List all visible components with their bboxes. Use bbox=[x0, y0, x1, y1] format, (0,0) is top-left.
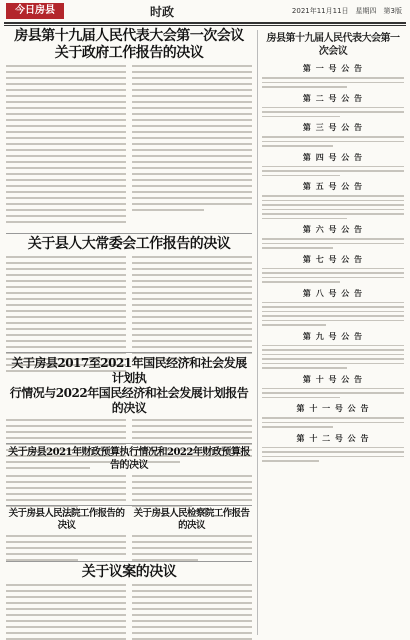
masthead bbox=[0, 0, 410, 22]
article-headline: 关于县人大常委会工作报告的决议 bbox=[27, 236, 231, 252]
article-body bbox=[6, 584, 252, 640]
notice-heading: 第 一 号 公 告 bbox=[302, 64, 364, 73]
notice-11 bbox=[262, 403, 404, 428]
notice-heading: 第 十 一 号 公 告 bbox=[296, 404, 370, 413]
notice-heading: 第 二 号 公 告 bbox=[302, 93, 364, 103]
notices-title: 房县第十九届人民代表大会第一次会议 bbox=[266, 33, 400, 57]
notices-column bbox=[262, 32, 404, 465]
article-motions bbox=[6, 564, 252, 640]
text-column bbox=[6, 584, 126, 640]
notice-6 bbox=[262, 224, 404, 249]
notice-heading: 第 五 号 公 告 bbox=[302, 182, 364, 191]
article-standing-committee-report bbox=[6, 236, 252, 366]
newspaper-logo: 今日房县 bbox=[6, 3, 64, 19]
section-divider bbox=[6, 443, 252, 444]
notice-heading: 第 四 号 公 告 bbox=[302, 152, 364, 162]
text-column bbox=[132, 584, 252, 640]
article-body bbox=[6, 65, 252, 237]
article-court-procuratorate-reports bbox=[6, 508, 252, 569]
notice-heading: 第 九 号 公 告 bbox=[302, 331, 364, 341]
column-divider bbox=[257, 30, 258, 635]
article-headline: 关于房县人民法院工作报告的决议 bbox=[8, 508, 125, 531]
notice-heading: 第 三 号 公 告 bbox=[302, 123, 364, 132]
notice-heading: 第 十 号 公 告 bbox=[302, 374, 364, 384]
article-body bbox=[6, 256, 252, 366]
notice-heading: 第 六 号 公 告 bbox=[302, 225, 364, 234]
section-divider bbox=[6, 561, 252, 562]
header-rule-thin bbox=[4, 25, 406, 26]
article-headline: 关于议案的决议 bbox=[81, 564, 177, 580]
notice-8 bbox=[262, 288, 404, 326]
notice-9 bbox=[262, 331, 404, 369]
text-column bbox=[6, 65, 126, 237]
section-divider bbox=[6, 352, 252, 353]
text-column bbox=[132, 256, 252, 366]
section-divider bbox=[6, 505, 252, 506]
notice-12 bbox=[262, 433, 404, 462]
notice-heading: 第 七 号 公 告 bbox=[302, 254, 364, 264]
notice-5 bbox=[262, 181, 404, 219]
article-headline: 关于房县人民检察院工作报告的决议 bbox=[133, 508, 250, 531]
notice-heading: 第 八 号 公 告 bbox=[302, 288, 364, 298]
text-column bbox=[132, 65, 252, 237]
article-headline: 关于政府工作报告的决议 bbox=[54, 45, 204, 61]
notice-1 bbox=[262, 63, 404, 88]
notice-3 bbox=[262, 122, 404, 147]
header-rule bbox=[4, 22, 406, 24]
article-headline: 关于房县2017至2021年国民经济和社会发展计划执 bbox=[11, 356, 247, 385]
article-headline: 房县第十九届人民代表大会第一次会议 bbox=[14, 28, 244, 44]
paired-headlines bbox=[6, 508, 252, 532]
notice-4 bbox=[262, 152, 404, 177]
dateline: 2021年11月11日 星期四 第3版 bbox=[291, 7, 402, 15]
notice-7 bbox=[262, 254, 404, 283]
text-column bbox=[6, 256, 126, 366]
section-divider bbox=[6, 233, 252, 234]
article-headline: 行情况与2022年国民经济和社会发展计划报告的决议 bbox=[9, 386, 249, 415]
article-headline: 关于房县2021年财政预算执行情况和2022年财政预算报告的决议 bbox=[8, 447, 250, 471]
article-government-report bbox=[6, 28, 252, 237]
notice-heading: 第 十 二 号 公 告 bbox=[296, 433, 370, 443]
notice-2 bbox=[262, 93, 404, 118]
section-title: 时政 bbox=[150, 5, 175, 19]
notice-10 bbox=[262, 374, 404, 399]
